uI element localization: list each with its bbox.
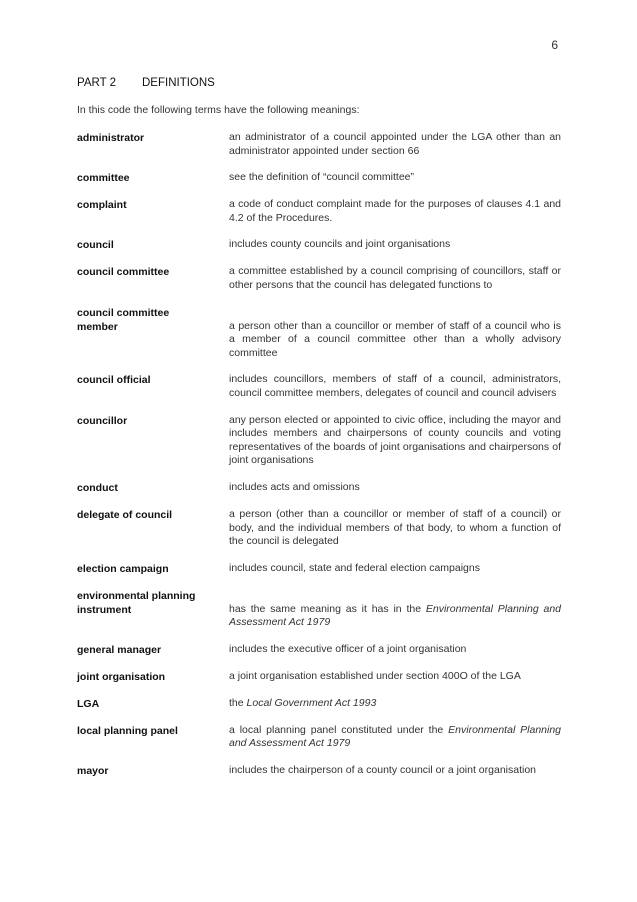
definition-council xyxy=(77,238,561,252)
meaning: includes councillors, members of staff of a council, administrators, council committee members, delegates of council and council advisers xyxy=(229,373,561,399)
meaning: an administrator of a council appointed under the LGA other than an administrator appointed under section 66 xyxy=(229,131,561,157)
definition-lga xyxy=(77,697,561,711)
term: LGA xyxy=(77,697,100,710)
meaning-text: the xyxy=(229,696,247,709)
term: local planning panel xyxy=(77,724,178,737)
act-title: Environmental Planning and Assessment Act 1979 xyxy=(229,602,561,629)
section-heading xyxy=(77,77,215,89)
meaning-text: has the same meaning as it has in the xyxy=(229,602,426,615)
meaning: a committee established by a council comprising of councillors, staff or other persons that the council has delegated functions to xyxy=(229,265,561,291)
meaning: any person elected or appointed to civic office, including the mayor and includes members and chairpersons of county councils and voting representatives of the boards of joint organisations and chairpersons of joint organisations xyxy=(229,413,561,467)
definition-administrator xyxy=(77,131,561,158)
term: council committee xyxy=(77,266,170,279)
meaning: includes the chairperson of a county council or a joint organisation xyxy=(229,764,537,777)
term: council official xyxy=(77,374,151,387)
term: council committee member xyxy=(77,306,170,333)
term: election campaign xyxy=(77,562,169,575)
term: delegate of council xyxy=(77,508,173,521)
meaning: includes county councils and joint organisations xyxy=(229,238,451,251)
definition-environmental-planning-instrument xyxy=(77,589,561,630)
definition-complaint xyxy=(77,198,561,225)
term: environmental planning instrument xyxy=(77,589,196,616)
meaning: a person (other than a councillor or member of staff of a council) or body, and the individual members of that body, to whom a function of the council is delegated xyxy=(229,507,561,548)
definition-council-official xyxy=(77,373,561,400)
part-label: PART 2 xyxy=(77,77,116,89)
definition-council-committee xyxy=(77,265,561,292)
meaning xyxy=(229,697,561,711)
definition-conduct xyxy=(77,481,561,495)
definition-committee xyxy=(77,171,561,185)
term: administrator xyxy=(77,132,145,144)
definition-joint-organisation xyxy=(77,670,561,684)
definitions-list xyxy=(77,131,561,778)
meaning: includes council, state and federal election campaigns xyxy=(229,561,480,574)
term: committee xyxy=(77,172,130,185)
term: complaint xyxy=(77,199,127,212)
definition-councillor xyxy=(77,414,561,468)
meaning: see the definition of “council committee” xyxy=(229,171,415,184)
meaning: a person other than a councillor or member of staff of a council who is a member of a council committee other than a wholly advisory committee xyxy=(229,319,561,359)
meaning: a code of conduct complaint made for the purposes of clauses 4.1 and 4.2 of the Procedures. xyxy=(229,198,561,224)
definition-local-planning-panel xyxy=(77,724,561,751)
definition-council-committee-member xyxy=(77,306,561,361)
meaning: includes the executive officer of a joint organisation xyxy=(229,642,467,655)
term: councillor xyxy=(77,414,128,427)
meaning: a joint organisation established under section 400O of the LGA xyxy=(229,669,521,682)
act-title: Environmental Planning and Assessment Act 1979 xyxy=(229,723,562,750)
term: mayor xyxy=(77,765,109,778)
definition-mayor xyxy=(77,764,561,778)
definition-delegate-of-council xyxy=(77,508,561,549)
definition-election-campaign xyxy=(77,562,561,576)
act-title: Local Government Act 1993 xyxy=(246,696,377,709)
section-title: DEFINITIONS xyxy=(142,77,215,89)
term: conduct xyxy=(77,481,118,494)
meaning xyxy=(229,724,561,751)
term: general manager xyxy=(77,643,162,656)
intro-text: In this code the following terms have the following meanings: xyxy=(77,104,360,116)
meaning: includes acts and omissions xyxy=(229,480,360,493)
term: joint organisation xyxy=(77,670,166,683)
meaning-text: a local planning panel constituted under the xyxy=(229,723,449,736)
term: council xyxy=(77,239,114,252)
definition-general-manager xyxy=(77,643,561,657)
page-number: 6 xyxy=(551,38,558,52)
meaning xyxy=(229,589,561,630)
